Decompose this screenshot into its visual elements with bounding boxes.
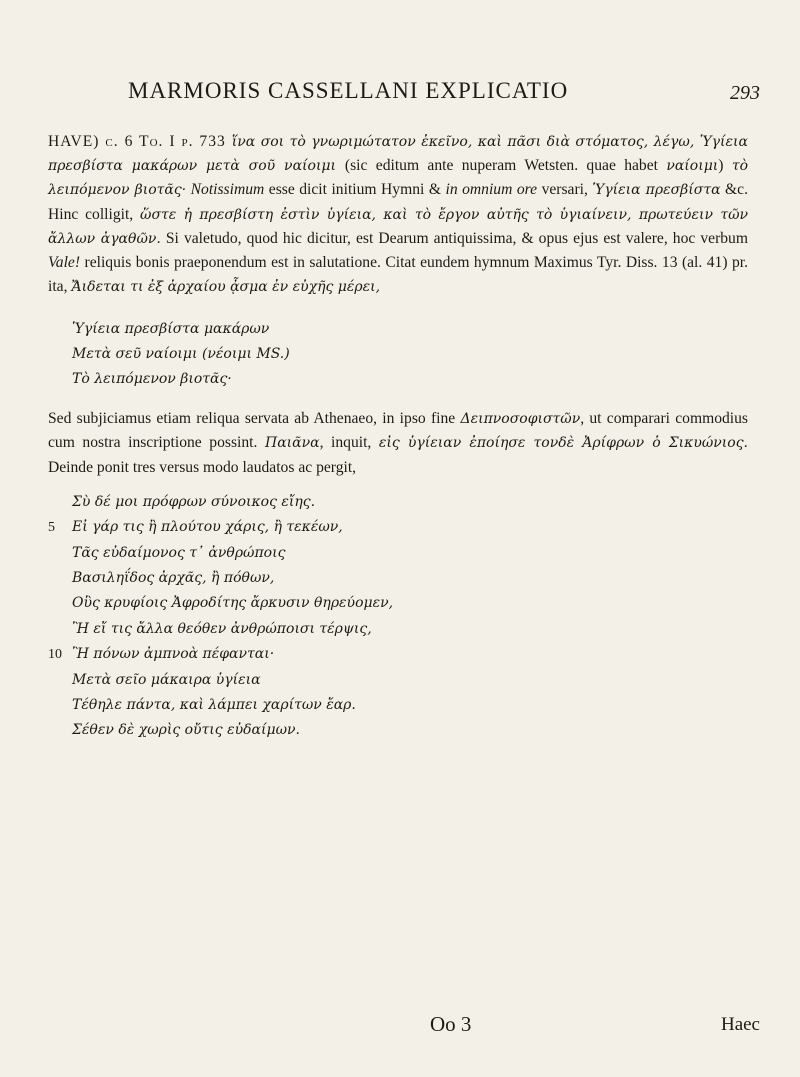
p1-run: Si valetudo, quod hic dicitur, est Dearum antiquissima, & opus ejus est valere, hoc verbum: [160, 229, 748, 247]
poem-line: [48, 642, 748, 667]
p2-run: Παιᾶνα: [264, 435, 320, 452]
poem-line: [48, 668, 748, 693]
poem-line: [48, 591, 748, 616]
paragraph-1: [48, 130, 748, 299]
p1-run: esse dicit initium Hymni &: [264, 181, 446, 199]
catchword: Haec: [720, 1014, 760, 1035]
main-text: [48, 130, 748, 744]
verse-line: Μετὰ σεῦ ναίοιμι (νέοιμι MS.): [72, 346, 290, 363]
poem-line-text: Σὺ δέ μοι πρόφρων σύνοικος εἴης.: [72, 493, 316, 510]
p1-run: ναίοιμι: [666, 158, 719, 175]
poem-line: [48, 490, 748, 515]
p1-run: τὸ λειπόμενον βιοτᾶς·: [48, 158, 749, 199]
poem-line-text: Οὓς κρυφίοις Ἀφροδίτης ἄρκυσιν θηρεύομεν,: [72, 595, 394, 612]
quoted-verse: [72, 317, 748, 391]
poem-line-text: Σέθεν δὲ χωρὶς οὔτις εὐδαίμων.: [72, 722, 300, 739]
paragraph-2: [48, 407, 748, 480]
poem-line: [48, 693, 748, 718]
poem-line-text: Βασιληΐδος ἀρχᾶς, ἢ πόθων,: [72, 570, 275, 587]
p2-run: , inquit,: [319, 434, 379, 452]
p1-run: in omnium ore: [445, 181, 538, 199]
poem-line-text: Ἢ πόνων ἀμπνοὰ πέφανται·: [72, 646, 275, 663]
p1-run: ἵνα σοι τὸ γνωριμώτατον ἐκεῖνο, καὶ πᾶσι διὰ στόματος, λέγω, Ὑγίεια πρεσβίστα μακάρων μετὰ σοῦ ναίοιμι: [48, 134, 748, 175]
p1-run: &c. Hinc colligit,: [48, 181, 748, 223]
hymn-verses: [48, 490, 748, 744]
p1-run: ): [718, 157, 732, 175]
p1-run: HAVE) c. 6 To. I p. 733: [48, 133, 232, 150]
poem-line-text: Τᾶς εὐδαίμονος τ᾽ ἀνθρώποις: [72, 544, 286, 561]
p1-run: Ἄιδεται τι ἐξ ἀρχαίου ᾆσμα ἐν εὐχῆς μέρει,: [71, 279, 381, 296]
line-number: 5: [48, 520, 55, 536]
p2-run: εἰς ὑγίειαν ἐποίησε τονδὲ Ἀρίφρων ὁ Σικυώνιος.: [378, 435, 749, 452]
p1-run: versari,: [537, 181, 593, 199]
p1-run: Vale!: [48, 254, 81, 272]
p1-run: Ὑγίεια πρεσβίστα: [592, 182, 721, 199]
p1-run: ὥστε ἡ πρεσβίστη ἐστὶν ὑγίεια, καὶ τὸ ἔργον αὐτῆς τὸ ὑγιαίνειν, πρωτεύειν τῶν ἄλλων ἀγαθῶν.: [48, 206, 748, 247]
line-number: 10: [48, 647, 62, 663]
p2-run: Δειπνοσοφιστῶν: [460, 411, 581, 428]
poem-line-text: Ἢ εἴ τις ἄλλα θεόθεν ἀνθρώποισι τέρψις,: [72, 620, 372, 637]
p1-run: reliquis bonis praeponendum est in salutatione. Citat eundem hymnum Maximus Tyr. Diss. 13 (al. 41) pr. ita,: [48, 254, 748, 296]
running-head: MARMORIS CASSELLANI EXPLICATIO: [128, 78, 569, 103]
poem-line-text: Μετὰ σεῖο μάκαιρα ὑγίεια: [72, 671, 261, 688]
verse-line: Ὑγίεια πρεσβίστα μακάρων: [72, 321, 270, 338]
poem-line-text: Εἰ γάρ τις ἢ πλούτου χάρις, ἢ τεκέων,: [72, 519, 343, 536]
p2-run: , ut comparari commodius cum nostra inscriptione possint.: [48, 410, 749, 452]
p2-run: Sed subjiciamus etiam reliqua servata ab Athenaeo, in ipso fine: [48, 410, 461, 428]
p1-run: Notissimum: [186, 181, 265, 199]
verse-line: Τὸ λειπόμενον βιοτᾶς·: [72, 370, 232, 387]
page-footer: [40, 1012, 760, 1042]
signature-mark: Oo 3: [430, 1012, 472, 1036]
poem-line: [48, 566, 748, 591]
poem-line: [48, 617, 748, 642]
poem-line: [48, 718, 748, 743]
page-header: [40, 78, 760, 118]
poem-line: [48, 541, 748, 566]
p1-run: (sic editum ante nuperam Wetsten. quae habet: [344, 157, 667, 175]
p2-run: Deinde ponit tres versus modo laudatos ac pergit,: [48, 458, 357, 476]
page-number: 293: [730, 82, 760, 104]
poem-line: [48, 515, 748, 540]
poem-line-text: Τέθηλε πάντα, καὶ λάμπει χαρίτων ἔαρ.: [72, 697, 356, 714]
